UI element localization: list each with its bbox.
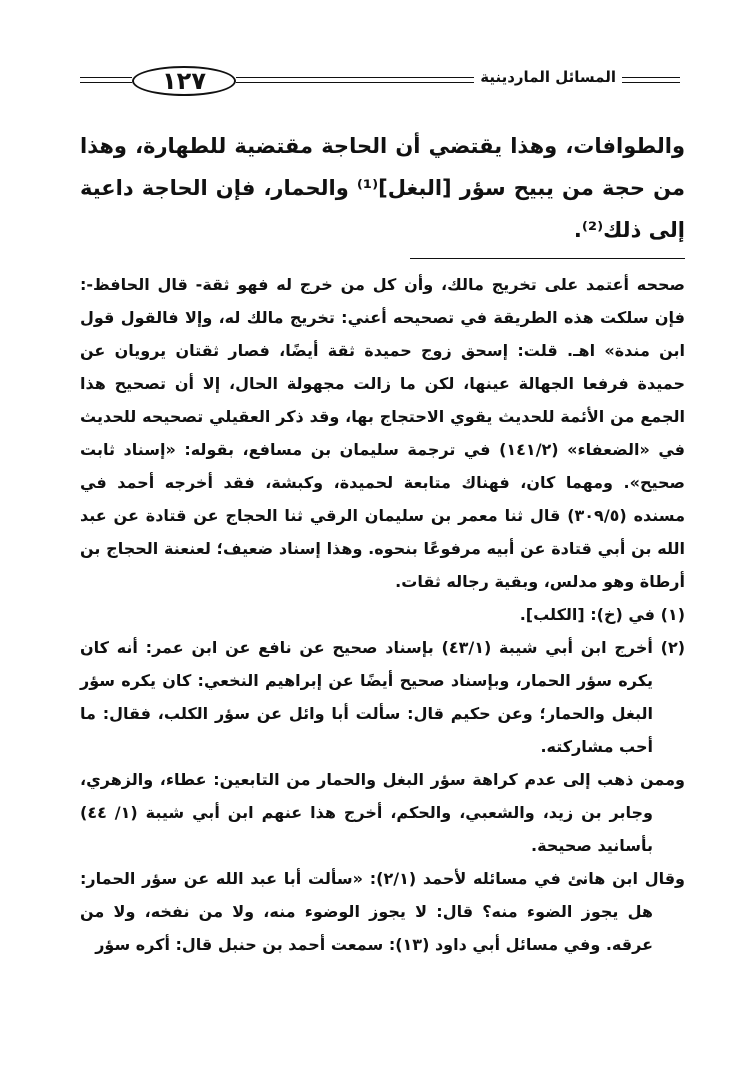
header-rule-left-top: [80, 77, 132, 78]
footnote-separator: [410, 258, 685, 259]
footnote-continuation: صححه أعتمد على تخريج مالك، وأن كل من خرج له فهو ثقة- قال الحافظ-: فإن سلكت هذه الطريقة في تصحيحه أعني: تخريج مالك له، وإلا فالقول قول ابن مندة» اهـ. قلت: إسحق زوج حميدة ثقة أيضًا، فصار ثقتان يرويان عن حميدة فرفعا الجهالة عينها، لكن ما زالت مجهولة الحال، إلا أن تصحيح هذا الجمع من الأئمة للحديث يقوي الاحتجاج بها، وقد ذكر العقيلي تصحيحه للحديث في «الضعفاء» (١٤١/٢) في ترجمة سليمان بن مسافع، بقوله: «إسناد ثابت صحيح». ومهما كان، فهناك متابعة لحميدة، وكبشة، فقد أخرجه أحمد في مسنده (٣٠٩/٥) قال ثنا معمر بن سليمان الرقي ثنا الحجاج عن قتادة عن عبد الله بن أبي قتادة عن أبيه مرفوعًا بنحوه. وهذا إسناد ضعيف؛ لعنعنة الحجاج بن أرطاة وهو مدلس، وبقية رجاله ثقات.: [80, 275, 686, 591]
footnote-2-paragraph-3: وقال ابن هانئ في مسائله لأحمد (٢/١): «سألت أبا عبد الله عن سؤر الحمار: هل يجوز الضوء منه؟ قال: لا يجوز الوضوء منه، ولا من نفخه، ولا من عرقه. وفي مسائل أبي داود (١٣): سمعت أحمد بن حنبل قال: أكره سؤر: [80, 869, 686, 954]
footnote-2: (٢) أخرج ابن أبي شيبة (٤٣/١) بإسناد صحيح عن نافع عن ابن عمر: أنه كان يكره سؤر الحمار، وبإسناد صحيح أيضًا عن إبراهيم النخعي: كان يكره سؤر البغل والحمار؛ وعن حكيم قال: سألت أبا وائل عن سؤر الكلب، فقال: ما أحب مشاركته.: [80, 638, 686, 756]
footnote-2-paragraph-2: وممن ذهب إلى عدم كراهة سؤر البغل والحمار من التابعين: عطاء، والزهري، وجابر بن زيد، والشعبي، والحكم، أخرج هذا عنهم ابن أبي شيبة (١/ ٤٤) بأسانيد صحيحة.: [80, 770, 685, 855]
running-title: المسائل الماردينية: [474, 68, 622, 86]
page-header: [80, 60, 680, 100]
footnote-1: (١) في (خ): [الكلب].: [519, 605, 685, 624]
footnotes: [80, 268, 685, 961]
header-rule-left-bottom: [80, 82, 132, 83]
page-number: ١٢٧: [132, 66, 236, 96]
main-text: [80, 125, 685, 251]
main-paragraph: والطوافات، وهذا يقتضي أن الحاجة مقتضية للطهارة، وهذا من حجة من يبيح سؤر [البغل]⁽¹⁾ والحمار، فإن الحاجة داعية إلى ذلك⁽²⁾.: [80, 134, 685, 242]
